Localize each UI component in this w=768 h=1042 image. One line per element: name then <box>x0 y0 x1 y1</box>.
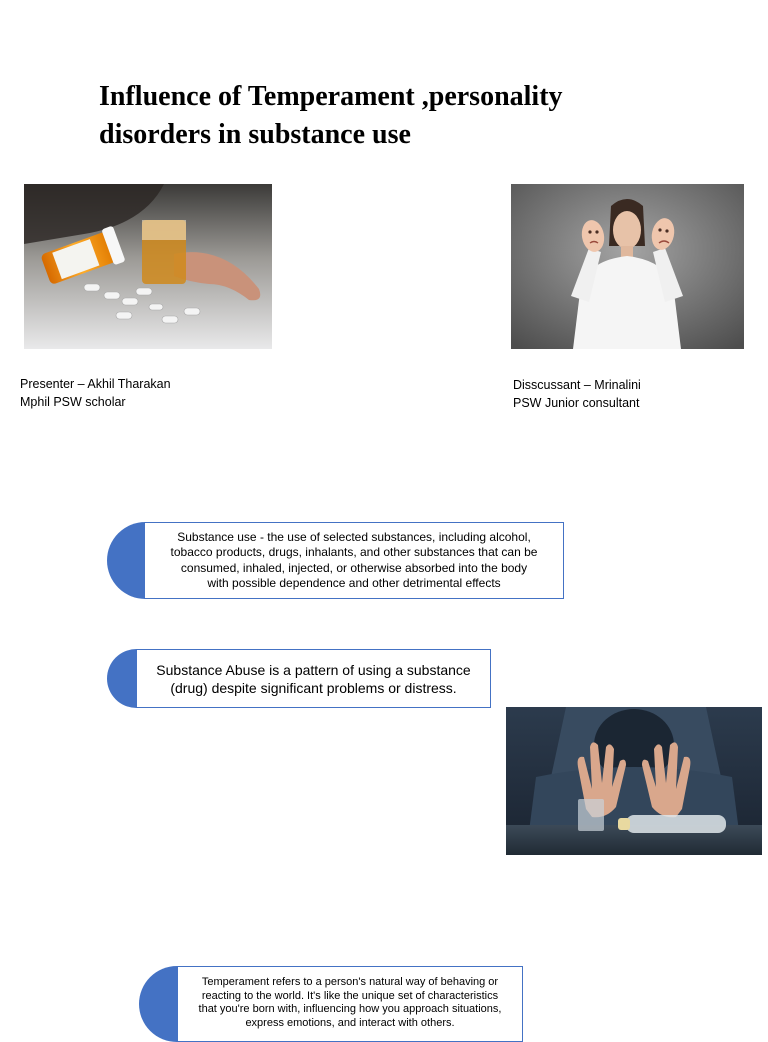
definition-line: with possible dependence and other detrimental effects <box>207 576 501 590</box>
page-title <box>99 78 699 154</box>
discussant-name: Disscussant – Mrinalini <box>513 378 641 392</box>
definition-line: Substance Abuse is a pattern of using a substance <box>156 661 471 678</box>
temperament-definition <box>177 966 523 1042</box>
definition-line: (drug) despite significant problems or distress. <box>170 679 457 696</box>
discussant-role: PSW Junior consultant <box>513 396 640 410</box>
definition-line: that you're born with, influencing how you approach situations, <box>198 1003 502 1015</box>
definition-line: consumed, inhaled, injected, or otherwise absorbed into the body <box>180 560 528 575</box>
definition-line: reacting to the world. It's like the unique set of characteristics <box>201 989 499 1002</box>
definition-line: express emotions, and interact with others. <box>245 1016 455 1029</box>
woman-with-masks-photo <box>511 184 744 349</box>
refusing-alcohol-photo <box>506 707 762 855</box>
presenter-name: Presenter – Akhil Tharakan <box>20 377 171 391</box>
pills-and-alcohol-photo <box>24 184 272 349</box>
title-line-1: Influence of Temperament ,personality <box>99 81 563 112</box>
substance-abuse-callout <box>107 649 491 708</box>
presenter-role: Mphil PSW scholar <box>20 395 126 409</box>
substance-abuse-definition <box>136 649 491 708</box>
definition-line: Substance use - the use of selected substances, including alcohol, <box>177 529 531 544</box>
title-line-2: disorders in substance use <box>99 119 411 150</box>
discussant-caption <box>513 376 641 412</box>
substance-use-callout <box>107 522 564 599</box>
definition-line: tobacco products, drugs, inhalants, and other substances that can be <box>170 545 538 559</box>
temperament-callout <box>139 966 523 1042</box>
definition-line: Temperament refers to a person's natural way of behaving or <box>201 976 499 988</box>
presenter-caption <box>20 375 171 411</box>
substance-use-definition <box>144 522 564 599</box>
